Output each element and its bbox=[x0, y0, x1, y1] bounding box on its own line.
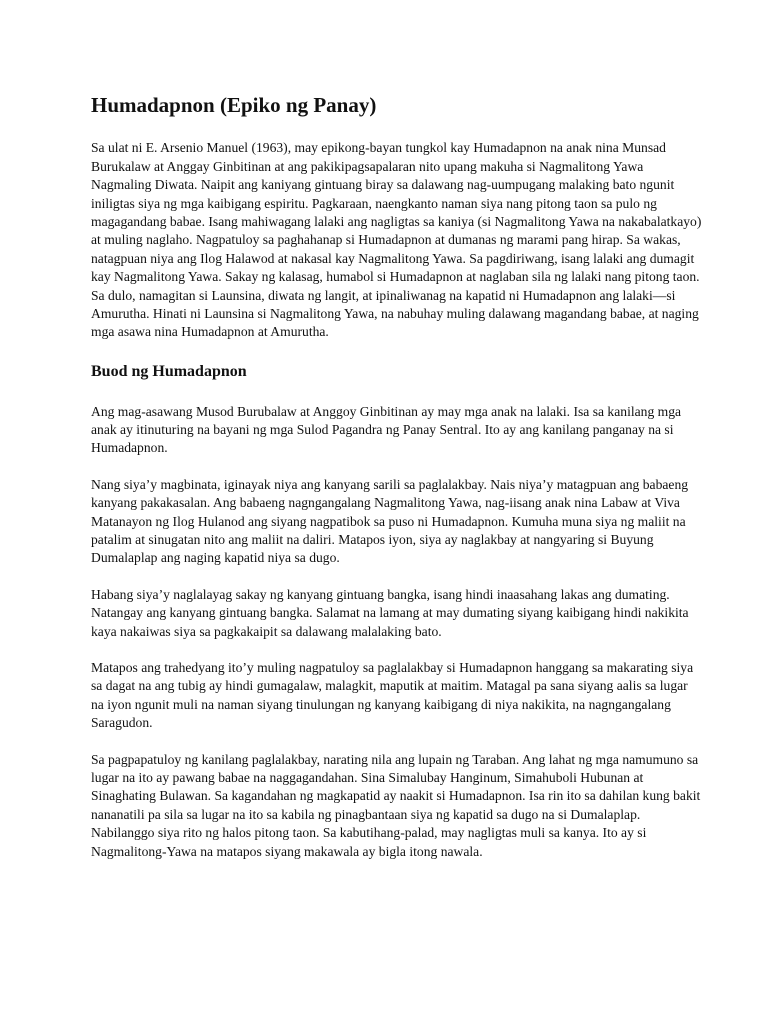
paragraph-2: Nang siya’y magbinata, iginayak niya ang kanyang sarili sa paglalakbay. Nais niya’y matagpuan ang babaeng kanyang pakakasalan. Ang babaeng nagngangalang Nagmalitong Yawa, nag-iisang anak nina Labaw at Viva Matanayon ng Ilog Hulanod ang siyang nagpatibok sa puso ni Humadapnon. Kumuha muna siya ng maliit na patalim at sinugatan nito ang maliit na daliri. Matapos iyon, siya ay naglakbay at nangyaring si Buyung Dumalaplap ang naging kapatid niya sa dugo. bbox=[91, 476, 689, 566]
paragraph-1: Ang mag-asawang Musod Burubalaw at Anggoy Ginbitinan ay may mga anak na lalaki. Isa sa kanilang mga anak ay itinuturing na bayani ng mga Sulod Pagandra ng Panay Sentral. Ito ay ang kanilang panganay na si Humadapnon. bbox=[91, 403, 682, 456]
paragraph-5: Sa pagpapatuloy ng kanilang paglalakbay, narating nila ang lupain ng Taraban. Ang lahat ng mga namumuno sa lugar na ito ay pawang babae na naggagandahan. Sina Simalubay Hanginum, Simahuboli Hubunan at Sinaghating Bulawan. Sa kagandahan ng magkapatid ay naakit si Humadapnon. Isa rin ito sa dahilan kung bakit nananatili pa sila sa lugar na ito sa kabila ng pinagbantaan siya ng kapatid sa dugo na si Dumalaplap. Nabilanggo siya rito ng halos pitong taon. Sa kabutihang-palad, may nagligtas muli sa kanya. Ito ay si Nagmalitong-Yawa na matapos siyang makawala ay bigla itong nawala. bbox=[91, 751, 701, 859]
paragraph-3: Habang siya’y naglalayag sakay ng kanyang gintuang bangka, isang hindi inaasahang lakas ang dumating. Natangay ang kanyang gintuang bangka. Salamat na lamang at may dumating siyang kaibigang hindi nakikita kaya nakaiwas siya sa pagkakaipit sa dalawang malalaking bato. bbox=[91, 586, 689, 639]
section-heading: Buod ng Humadapnon bbox=[91, 362, 247, 380]
intro-paragraph: Sa ulat ni E. Arsenio Manuel (1963), may epikong-bayan tungkol kay Humadapnon na anak nina Munsad Burukalaw at Anggay Ginbitinan at ang pakikipagsapalaran nito upang makuha si Nagmalitong Yawa Nagmaling Diwata. Naipit ang kaniyang gintuang biray sa dalawang nag-uumpugang malaking bato ngunit iniligtas siya ng mga kaibigang espiritu. Pagkaraan, naengkanto naman siya nang pitong taon sa pulo ng magagandang babae. Isang mahiwagang lalaki ang nagligtas sa kaniya (si Nagmalitong Yawa na nakabalatkayo) at muling naglaho. Nagpatuloy sa paghahanap si Humadapnon at dumanas ng marami pang hirap. Sa wakas, natagpuan niya ang Ilog Halawod at nakasal kay Nagmalitong Yawa. Sa pagdiriwang, isang lalaki ang dumagit kay Nagmalitong Yawa. Sakay ng kalasag, humabol si Humadapnon at naglaban sila ng lalaki nang pitong taon. Sa dulo, namagitan si Launsina, diwata ng langit, at ipinaliwanag na kapatid ni Humadapnon ang lalaki—si Amurutha. Hinati ni Launsina si Nagmalitong Yawa, na nabuhay muling dalawang magandang babae, at naging mga asawa nina Humadapnon at Amurutha. bbox=[91, 140, 702, 340]
paragraph-4: Matapos ang trahedyang ito’y muling nagpatuloy sa paglalakbay si Humadapnon hanggang sa makarating siya sa dagat na ang tubig ay hindi gumagalaw, malagkit, maputik at maitim. Matagal pa sana siyang aalis sa lugar na iyon ngunit muli na naman siyang tinulungan ng kanyang kaibigang di niya nakikita, na nagngangalang Saragudon. bbox=[91, 660, 694, 731]
document-title: Humadapnon (Epiko ng Panay) bbox=[91, 93, 377, 117]
